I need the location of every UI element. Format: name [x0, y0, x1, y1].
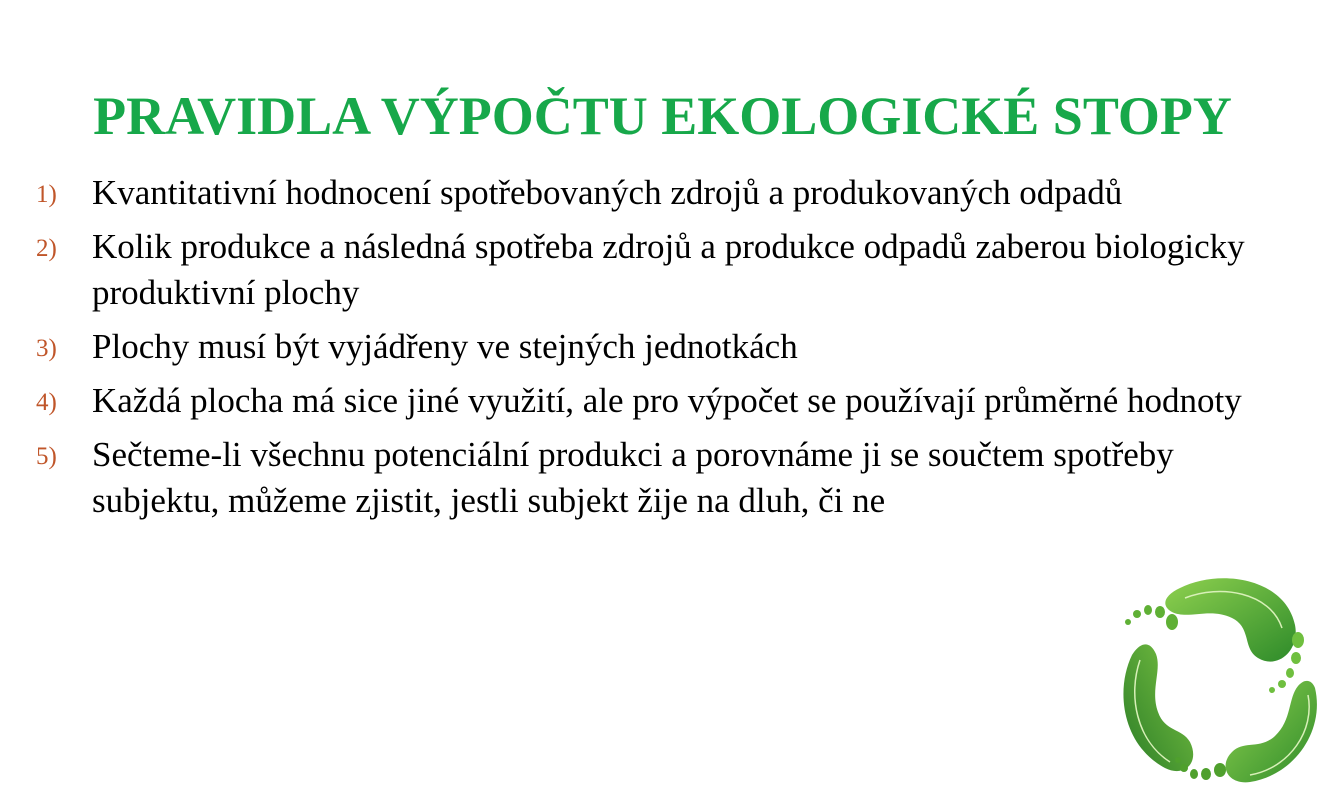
footprint-left [1123, 605, 1193, 771]
rule-number: 5) [36, 443, 57, 470]
rule-item-1 [36, 170, 1276, 216]
rule-text: Plochy musí být vyjádřeny ve stejných jednotkách [92, 327, 798, 366]
rule-text: Každá plocha má sice jiné využití, ale pro výpočet se používají průměrné hodnoty [92, 381, 1242, 420]
green-footprint-recycle-icon [1110, 570, 1330, 790]
rule-number: 4) [36, 389, 57, 416]
rule-item-4 [36, 378, 1276, 424]
rule-item-5 [36, 432, 1276, 524]
footprint-top-right [1165, 578, 1304, 693]
rule-item-2 [36, 224, 1276, 316]
rule-item-3 [36, 324, 1276, 370]
rule-number: 1) [36, 181, 57, 208]
rule-number: 2) [36, 235, 57, 262]
rules-list [36, 170, 1276, 532]
rule-text: Kolik produkce a následná spotřeba zdrojů a produkce odpadů zaberou biologicky produktivní plochy [92, 227, 1245, 312]
rule-number: 3) [36, 335, 57, 362]
rule-text: Sečteme-li všechnu potenciální produkci a porovnáme ji se součtem spotřeby subjektu, můžeme zjistit, jestli subjekt žije na dluh, či ne [92, 435, 1174, 520]
footprint-bottom-right [1175, 681, 1317, 782]
slide-title: PRAVIDLA VÝPOČTU EKOLOGICKÉ STOPY [93, 86, 1232, 146]
rule-text: Kvantitativní hodnocení spotřebovaných zdrojů a produkovaných odpadů [92, 173, 1123, 212]
